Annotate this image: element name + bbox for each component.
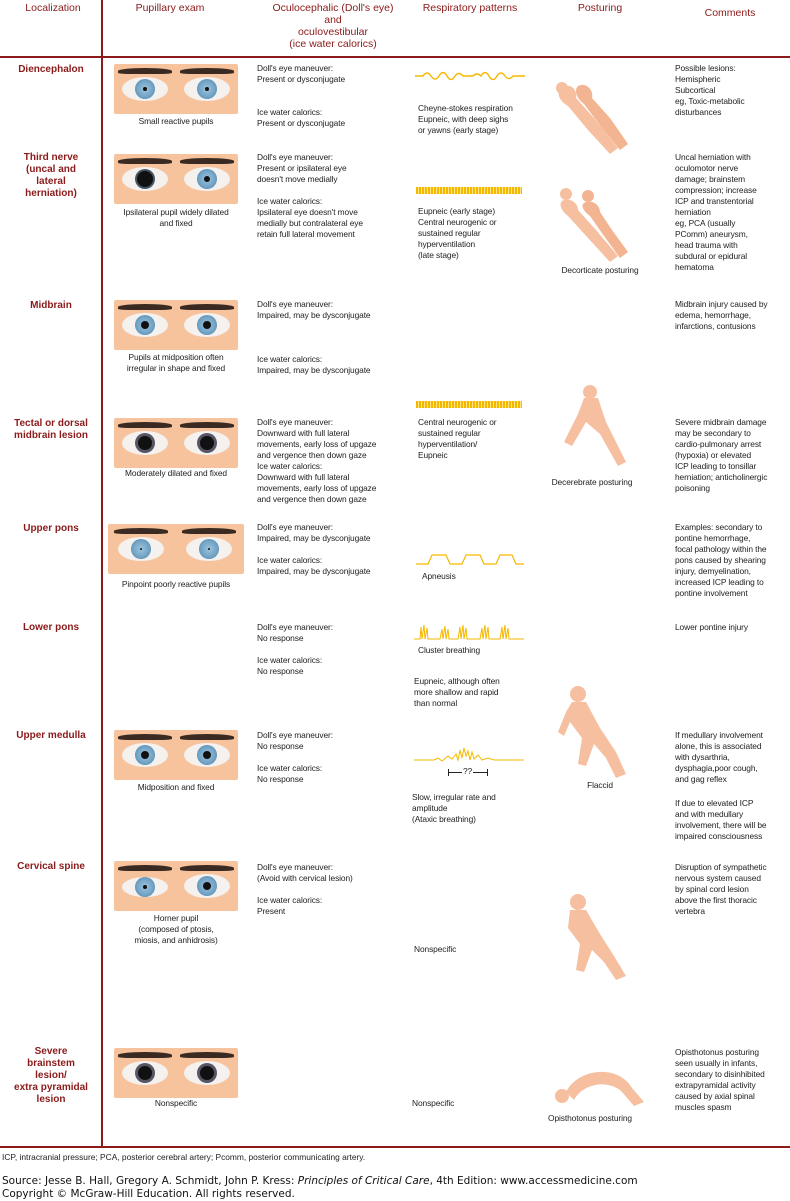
hyperventilation-waveform <box>416 401 522 408</box>
header-pupillary: Pupillary exam <box>135 2 205 14</box>
loc-diencephalon: Diencephalon <box>18 64 84 75</box>
footnote: ICP, intracranial pressure; PCA, posterior cerebral artery; Pcomm, posterior communicating artery. <box>2 1152 366 1162</box>
loc-lower-pons: Lower pons <box>22 622 80 633</box>
header-resp: Respiratory patterns <box>422 2 518 14</box>
comments-text: Midbrain injury caused by edema, hemorrhage, infarctions, contusions <box>675 299 768 331</box>
header-divider-horizontal <box>0 56 790 58</box>
pupil-text: Ipsilateral pupil widely dilated and fixed <box>123 207 229 228</box>
cervical-figure-icon <box>556 892 636 982</box>
cluster-breathing-waveform <box>414 623 524 641</box>
eye-diagram <box>114 300 238 350</box>
oculo-text: Doll's eye maneuver: Downward with full lateral movements, early loss of upgaze and vergence then down gaze Ice water calorics: Downward with full lateral movements, early loss of upgaze and vergence then down gaze <box>257 417 377 504</box>
posture-text: Flaccid <box>587 780 613 790</box>
loc-third-nerve: Third nerve (uncal and lateral herniation) <box>23 152 79 199</box>
resp-text: Nonspecific <box>414 944 457 954</box>
resp-text: Central neurogenic or sustained regular hyperventilation/ Eupneic <box>418 417 497 460</box>
table-bottom-rule <box>0 1146 790 1148</box>
pupil-text: Moderately dilated and fixed <box>125 468 227 478</box>
comments-text: Examples: secondary to pontine hemorrhage, focal pathology within the pons caused by shearing injury, demyelination, increased ICP leading to pontine involvement <box>675 522 767 598</box>
resp-text: Apneusis <box>422 571 456 581</box>
loc-upper-pons: Upper pons <box>23 523 79 534</box>
comments-text: If medullary involvement alone, this is associated with dysarthria, dysphagia,poor cough, and gag reflex <box>675 730 763 784</box>
loc-severe-brainstem: Severe brainstem lesion/ extra pyramidal lesion <box>14 1046 88 1105</box>
oculo-text: Doll's eye maneuver: Present or dysconjugate Ice water calorics: Present or dysconjugate <box>257 63 346 128</box>
header-posturing: Posturing <box>577 2 623 14</box>
posture-text: Opisthotonus posturing <box>548 1113 632 1123</box>
source-title: Principles of Critical Care <box>297 1175 430 1187</box>
comments-text: Severe midbrain damage may be secondary to cardio-pulmonary arrest (hypoxia) or elevated ICP leading to tonsillar herniation; anticholinergic poisoning <box>675 417 768 493</box>
resp-text: Cheyne-stokes respiration Eupneic, with deep sighs or yawns (early stage) <box>418 103 513 135</box>
flaccid-figure-icon <box>556 682 636 782</box>
comments-text-2: If due to elevated ICP and with medullary involvement, there will be impaired consciousness <box>675 798 767 841</box>
header-divider-vertical <box>101 0 103 1146</box>
header-oculo: Oculocephalic (Doll's eye) and oculovestibular (ice water calorics) <box>272 2 394 50</box>
ataxic-breathing-waveform <box>414 746 524 764</box>
ataxic-interval-tick-right <box>487 769 488 776</box>
comments-text: Possible lesions: Hemispheric Subcortical eg, Toxic-metabolic disturbances <box>675 63 745 117</box>
cheyne-stokes-waveform <box>415 68 525 84</box>
pupil-text: Pinpoint poorly reactive pupils <box>121 579 231 589</box>
ataxic-interval-tick-left <box>448 769 449 776</box>
decerebrate-figure-icon <box>556 382 636 472</box>
comments-text: Disruption of sympathetic nervous system caused by spinal cord lesion above the first thoracic vertebra <box>675 862 767 916</box>
oculo-text: Doll's eye maneuver: (Avoid with cervical lesion) Ice water calorics: Present <box>257 862 353 916</box>
eye-diagram <box>114 730 238 780</box>
resp-text-2: Eupneic, although often more shallow and rapid than normal <box>414 676 500 708</box>
eye-diagram <box>114 861 238 911</box>
comments-text: Uncal herniation with oculomotor nerve damage; brainstem compression; increase ICP and transtentorial herniation eg, PCA (usually PComm) aneurysm, head trauma with subdural or epidural hematoma <box>675 152 757 272</box>
decorticate-figure-icon <box>552 184 632 264</box>
oculo-text: Doll's eye maneuver: No response Ice water calorics: No response <box>257 622 333 676</box>
eye-diagram <box>114 64 238 114</box>
opisthotonus-figure-icon <box>548 1062 648 1110</box>
source-suffix: , 4th Edition: www.accessmedicine.com <box>429 1175 638 1187</box>
eye-diagram <box>114 1048 238 1098</box>
oculo-text: Doll's eye maneuver: Present or ipsilateral eye doesn't move medially Ice water calorics: Ipsilateral eye doesn't move medially but contralateral eye retain full lateral movement <box>257 152 363 239</box>
oculo-text: Doll's eye maneuver: No response Ice water calorics: No response <box>257 730 333 784</box>
resp-text: Slow, irregular rate and amplitude (Ataxic breathing) <box>412 792 496 824</box>
resp-text: Eupneic (early stage) Central neurogenic or sustained regular hyperventilation (late stage) <box>418 206 497 260</box>
ataxic-interval-label: ?? <box>463 766 473 776</box>
apneusis-waveform <box>416 552 524 568</box>
oculo-text: Doll's eye maneuver: Impaired, may be dysconjugate Ice water calorics: Impaired, may be dysconjugate <box>257 522 371 576</box>
copyright-line: Copyright © McGraw-Hill Education. All rights reserved. <box>2 1188 295 1200</box>
loc-tectal: Tectal or dorsal midbrain lesion <box>14 418 88 441</box>
hyperventilation-waveform <box>416 187 522 194</box>
eye-diagram <box>114 154 238 204</box>
pupil-text: Small reactive pupils <box>138 116 214 126</box>
figure-reclining-icon <box>548 78 634 158</box>
pupil-text: Horner pupil (composed of ptosis, miosis, and anhidrosis) <box>134 913 218 945</box>
resp-text: Cluster breathing <box>418 645 481 655</box>
resp-text: Nonspecific <box>412 1098 455 1108</box>
posture-text: Decerebrate posturing <box>551 477 633 487</box>
loc-midbrain: Midbrain <box>30 300 72 311</box>
source-prefix: Source: Jesse B. Hall, Gregory A. Schmidt, John P. Kress: <box>2 1175 298 1187</box>
source-line <box>2 1175 638 1187</box>
pupil-text: Pupils at midposition often irregular in shape and fixed <box>126 352 226 373</box>
header-localization: Localization <box>25 2 81 14</box>
pupil-text: Midposition and fixed <box>137 782 215 792</box>
oculo-text: Doll's eye maneuver: Impaired, may be dysconjugate Ice water calorics: Impaired, may be dysconjugate <box>257 299 371 375</box>
pupil-text: Nonspecific <box>154 1098 198 1108</box>
comments-text: Lower pontine injury <box>675 622 748 632</box>
loc-upper-medulla: Upper medulla <box>16 730 86 741</box>
comments-text: Opisthotonus posturing seen usually in infants, secondary to disinhibited extrapyramidal activity caused by axial spinal muscles spasm <box>675 1047 765 1112</box>
posture-text: Decorticate posturing <box>561 265 639 275</box>
loc-cervical-spine: Cervical spine <box>17 861 85 872</box>
header-comments: Comments <box>704 7 756 19</box>
eye-diagram <box>108 524 244 574</box>
eye-diagram <box>114 418 238 468</box>
